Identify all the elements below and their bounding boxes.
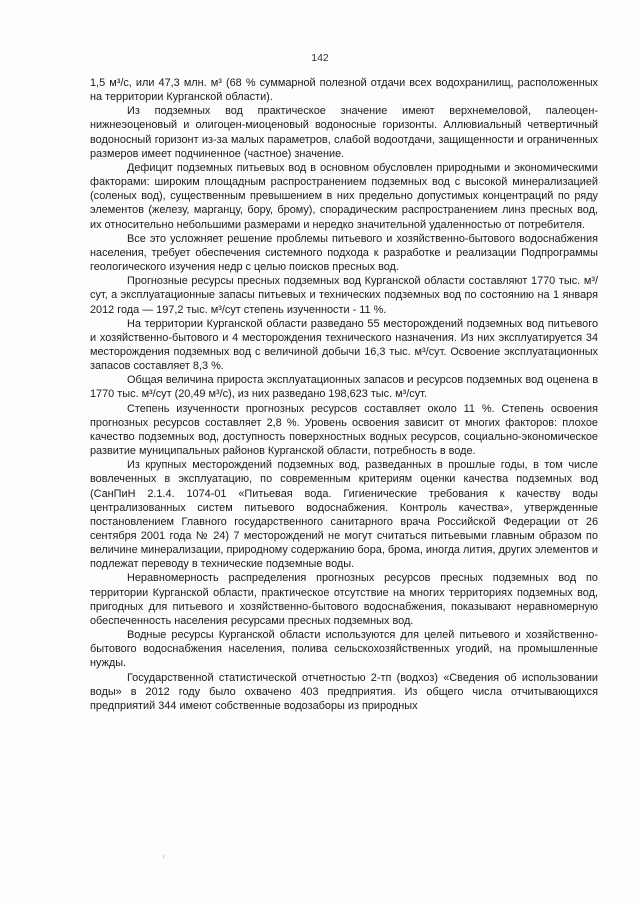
paragraph: Водные ресурсы Курганской области используются для целей питьевого и хозяйственно-бытового водоснабжения населения, полива сельскохозяйственных угодий, на промышленные нужды.: [90, 629, 598, 670]
paragraph: Государственной статистической отчетностью 2-тп (водхоз) «Сведения об использовании воды» в 2012 году было охвачено 403 предприятия. Из общего числа отчитывающихся предприятий 344 имеют собственные водозаборы из природных: [90, 671, 598, 712]
paragraph: 1,5 м³/с, или 47,3 млн. м³ (68 % суммарной полезной отдачи всех водохранилищ, расположенных на территории Курганской области).: [90, 77, 598, 104]
paragraph: Степень изученности прогнозных ресурсов составляет около 11 %. Степень освоения прогнозных ресурсов составляет 2,8 %. Уровень освоения зависит от многих факторов: плохое качество подземных вод, доступность поверхностных водных ресурсов, социально-экономическое развитие муниципальных районов Курганской области, потребность в воде.: [90, 402, 598, 458]
scan-speck: [163, 855, 164, 858]
paragraph: Из крупных месторождений подземных вод, разведанных в прошлые годы, в том числе вовлеченных в эксплуатацию, по современным критериям оценки качества подземных вод (СанПиН 2.1.4. 1074-01 «Питьевая вода. Гигиенические требования к качеству воды централизованных систем питьевого водоснабжения. Контроль качества», утвержденные постановлением Главного государственного санитарного врача Российской Федерации от 26 сентября 2001 года № 24) 7 месторождений не могут считаться питьевыми главным образом по величине минерализации, природному содержанию бора, брома, иногда лития, других элементов и подлежат переводу в технические подземные воды.: [90, 459, 598, 571]
paragraph: Из подземных вод практическое значение имеют верхнемеловой, палеоцен-нижнеэоценовый и олигоцен-миоценовый водоносные горизонты. Аллювиальный четвертичный водоносный горизонт из-за малых параметров, слабой водоотдачи, защищенности и ограниченных размеров имеет подчиненное (частное) значение.: [90, 105, 598, 160]
paragraph: Неравномерность распределения прогнозных ресурсов пресных подземных вод по территории Курганской области, практическое отсутствие на многих территориях подземных вод, пригодных для питьевого и хозяйственно-бытового водоснабжения, показывают неравномерную обеспеченность населения ресурсами пресных подземных вод.: [90, 572, 598, 627]
body-text: [90, 76, 598, 713]
paragraph: Прогнозные ресурсы пресных подземных вод Курганской области составляют 1770 тыс. м³/сут, а эксплуатационные запасы питьевых и технических подземных вод по состоянию на 1 января 2012 года — 197,2 тыс. м³/сут степень изученности - 11 %.: [90, 275, 598, 316]
page-number: 142: [311, 52, 329, 64]
paragraph: Дефицит подземных питьевых вод в основном обусловлен природными и экономическими факторами: широким площадным распространением подземных вод с высокой минерализацией (соленых вод), существенным превышением в них предельно допустимых концентраций по ряду элементов (железу, марганцу, бору, брому), спорадическим распространением линз пресных вод, их относительно небольшими размерами и нередко значительной удаленностью от потребителя.: [90, 161, 598, 231]
paragraph: На территории Курганской области разведано 55 месторождений подземных вод питьевого и хозяйственно-бытового и 4 месторождения технического назначения. Из них эксплуатируется 34 месторождения подземных вод с величиной добычи 16,3 тыс. м³/сут. Освоение эксплуатационных запасов составляет 8,3 %.: [90, 317, 598, 373]
paragraph: Все это усложняет решение проблемы питьевого и хозяйственно-бытового водоснабжения населения, требует обеспечения системного подхода к разработке и реализации Подпрограммы геологического изучения недр с целью поисков пресных вод.: [90, 232, 598, 274]
paragraph: Общая величина прироста эксплуатационных запасов и ресурсов подземных вод оценена в 1770 тыс. м³/сут (20,49 м³/с), из них разведано 198,623 тыс. м³/сут.: [90, 374, 598, 401]
